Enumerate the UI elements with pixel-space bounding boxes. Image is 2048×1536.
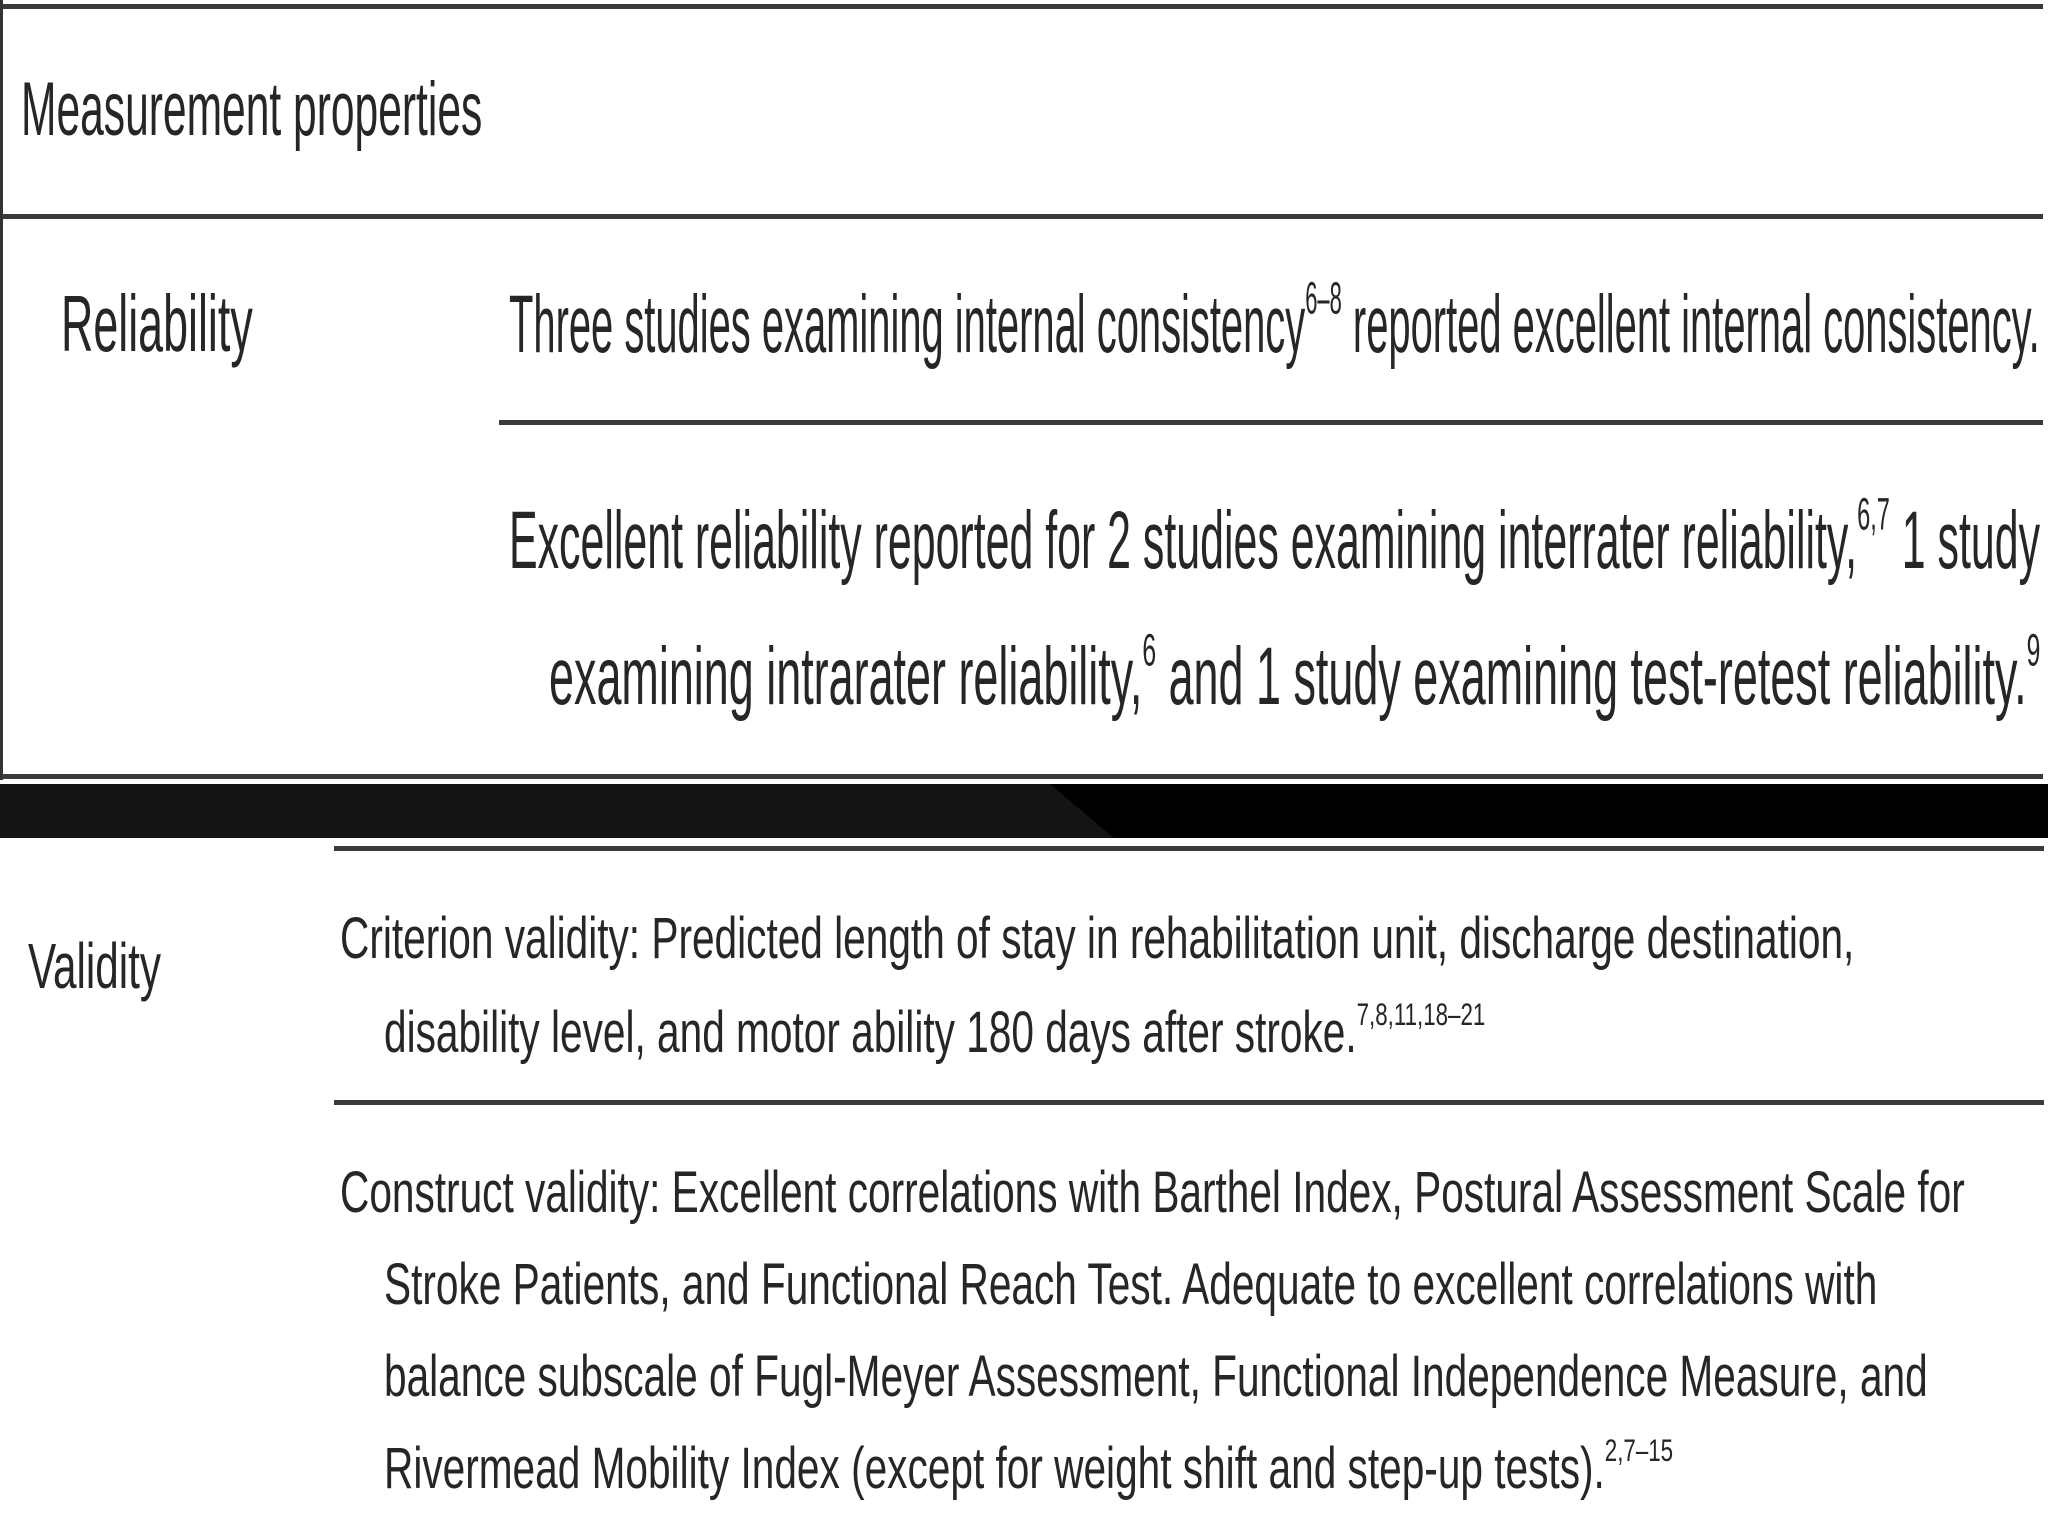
construct-validity-line-2: Stroke Patients, and Functional Reach Test. Adequate to excellent correlations with [384,1252,1878,1317]
construct-validity-line-1: Construct validity: Excellent correlations with Barthel Index, Postural Assessment Scale for [340,1160,1965,1225]
criterion-validity-line-1: Criterion validity: Predicted length of stay in rehabilitation unit, discharge destination, [340,906,1855,971]
validity-top-rule [334,846,2044,851]
construct-text: Rivermead Mobility Index (except for weight shift and step-up tests). [384,1436,1605,1501]
finding-text: reported excellent internal consistency. [1341,279,2040,370]
reliability-finding-interrater [509,488,2041,586]
divider-shade [0,784,1114,838]
validity-row-rule [334,1100,2044,1105]
citation-ref: 6,7 [1857,488,1890,540]
finding-text: 1 study [1889,495,2041,586]
finding-text: examining intrarater reliability, [549,631,1143,722]
citation-ref: 9 [2026,624,2041,676]
reliability-row-rule [499,420,2043,425]
header-rule [3,214,2043,219]
section-divider-band [0,784,2048,838]
finding-text: and 1 study examining test-retest reliability. [1156,631,2027,722]
citation-ref: 2,7–15 [1604,1431,1674,1468]
finding-text: Excellent reliability reported for 2 studies examining interrater reliability, [509,495,1858,586]
finding-text: Three studies examining internal consistency [509,279,1306,370]
table-bottom-rule [3,774,2043,779]
citation-ref: 6 [1142,624,1157,676]
criterion-text: disability level, and motor ability 180 days after stroke. [384,1000,1357,1065]
construct-validity-line-4 [384,1431,1674,1501]
citation-ref: 6–8 [1305,272,1342,324]
table-top-rule [3,4,2043,9]
reliability-finding-intrarater [549,624,2041,722]
citation-ref: 7,8,11,18–21 [1356,995,1486,1032]
criterion-validity-line-2 [384,995,1486,1065]
reliability-label: Reliability [61,279,253,368]
validity-label: Validity [28,930,162,1002]
reliability-finding-internal-consistency [509,272,2040,370]
table-title: Measurement properties [21,67,483,152]
construct-validity-line-3: balance subscale of Fugl-Meyer Assessment, Functional Independence Measure, and [384,1344,1928,1409]
